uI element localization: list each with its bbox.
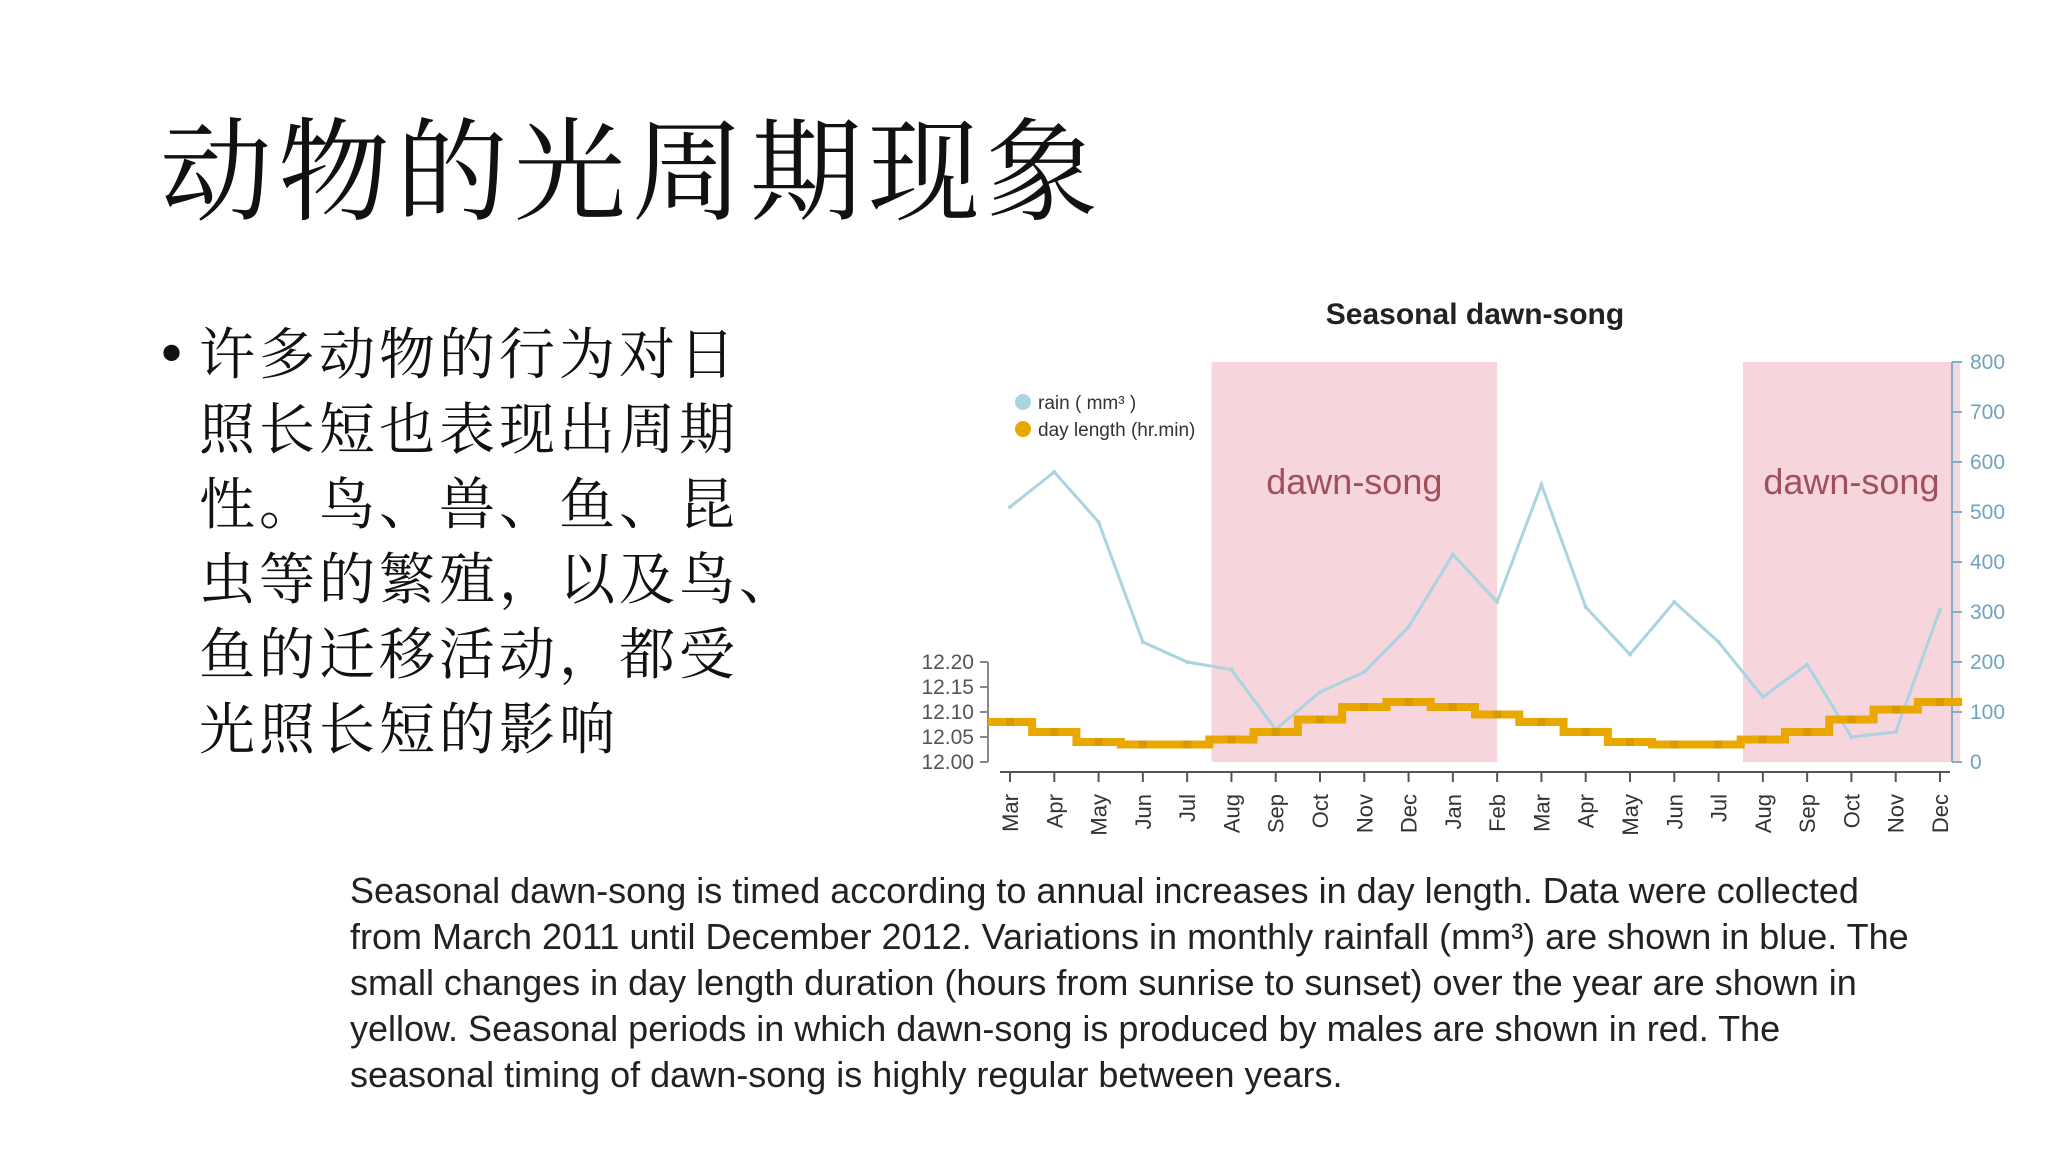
legend-day-length-label: day length (hr.min) [1038,420,1196,441]
day-length-data-point [1582,728,1590,736]
day-length-data-point [1936,698,1944,706]
legend-rain-label: rain ( mm³ ) [1038,393,1137,414]
bullet-block [155,318,875,768]
bullet-line: 照长短也表现出周期 [199,398,739,463]
day-length-data-point [1537,718,1545,726]
x-axis-tick-label: May [1618,794,1643,836]
day-length-data-point [1847,716,1855,724]
x-axis-tick-label: Nov [1352,794,1378,834]
x-axis-tick-label: Apr [1042,794,1068,829]
x-axis-tick-label: Feb [1485,794,1511,832]
right-axis-tick-label: 300 [1970,601,2006,624]
right-axis-tick-label: 700 [1970,401,2006,424]
x-axis-tick-label: Oct [1308,794,1333,829]
caption-line: Seasonal dawn-song is timed according to annual increases in day length. Data were collected [350,870,1859,911]
x-axis-tick-label: Apr [1573,794,1599,829]
rain-data-point [1495,600,1499,604]
right-axis-tick-label: 400 [1970,551,2006,574]
caption-line: yellow. Seasonal periods in which dawn-song is produced by males are shown in red. The [350,1008,1781,1049]
day-length-data-point [1670,741,1678,749]
rain-data-point [1008,505,1012,509]
rain-data-point [1185,660,1189,664]
bullet-dot-icon: • [155,323,193,388]
day-length-data-point [1272,728,1280,736]
x-axis-tick-label: Sep [1263,794,1289,834]
bullet-line: 虫等的繁殖，以及鸟、 [199,548,799,613]
caption-line: small changes in day length duration (hours from sunrise to sunset) over the year are shown in [350,962,1857,1003]
caption-line: from March 2011 until December 2012. Variations in monthly rainfall (mm³) are shown in blue. The [350,916,1909,957]
day-length-data-point [1405,698,1413,706]
day-length-data-point [1360,703,1368,711]
x-axis-tick-label: May [1086,794,1112,836]
rain-data-point [1584,605,1588,609]
bullet-line: 许多动物的行为对日 [199,323,739,388]
day-length-data-point [1227,736,1235,744]
right-axis-tick-label: 100 [1970,701,2006,724]
day-length-data-point [1139,741,1147,749]
x-axis-tick-label: Jul [1175,794,1201,823]
x-axis-tick-label: Jun [1662,794,1688,830]
left-axis-tick-label: 12.05 [921,726,974,749]
day-length-data-point [1626,738,1634,746]
legend-rain-marker [1015,394,1031,410]
bullet-line: 鱼的迁移活动，都受 [199,623,739,688]
rain-data-point [1938,608,1942,612]
right-axis-tick-label: 500 [1970,501,2006,524]
caption-line: seasonal timing of dawn-song is highly regular between years. [350,1054,1343,1095]
bullet-line: 性。鸟、兽、鱼、昆 [199,473,739,538]
rain-data-point [1672,600,1676,604]
rain-data-point [1097,520,1101,524]
chart-title: Seasonal dawn-song [1325,298,1625,331]
x-axis-tick-label: Mar [998,794,1023,832]
rain-data-point [1407,625,1411,629]
day-length-data-point [1892,706,1900,714]
rain-data-point [1805,663,1809,667]
rain-data-point [1628,653,1632,657]
right-axis-tick-label: 600 [1970,451,2006,474]
right-axis-tick-label: 200 [1970,651,2006,674]
x-axis-tick-label: Jun [1130,794,1156,830]
day-length-data-point [1759,736,1767,744]
x-axis-tick-label: Aug [1750,794,1776,834]
day-length-data-point [1493,711,1501,719]
day-length-data-point [1715,741,1723,749]
right-axis-tick-label: 800 [1970,351,2006,374]
left-axis-tick-label: 12.00 [921,751,974,774]
seasonal-dawn-song-chart [880,282,2006,862]
rain-data-point [1761,695,1765,699]
day-length-data-point [1095,738,1103,746]
x-axis-tick-label: Jan [1440,794,1466,830]
x-axis-tick-label: Dec [1396,794,1422,834]
x-axis-tick-label: Sep [1795,794,1821,834]
x-axis-tick-label: Nov [1883,794,1909,834]
figure-caption [350,868,2030,1098]
dawn-song-period-label: dawn-song [1763,461,1940,502]
rain-data-point [1141,640,1145,644]
x-axis-tick-label: Mar [1529,794,1555,832]
left-axis-tick-label: 12.15 [921,676,974,699]
rain-data-point [1451,553,1455,557]
rain-data-point [1229,668,1233,672]
day-length-data-point [1006,718,1014,726]
x-axis-tick-label: Aug [1219,794,1245,834]
day-length-data-point [1803,728,1811,736]
dawn-song-period-label: dawn-song [1266,461,1443,502]
bullet-text [199,318,875,768]
day-length-data-point [1449,703,1457,711]
rain-data-point [1894,730,1898,734]
x-axis-tick-label: Jul [1706,794,1732,823]
rain-data-point [1849,735,1853,739]
rain-data-point [1318,690,1322,694]
bullet-line: 光照长短的影响 [199,698,619,763]
slide-title: 动物的光周期现象 [160,108,1104,238]
rain-data-point [1539,483,1543,487]
left-axis-tick-label: 12.20 [921,651,974,674]
day-length-data-point [1316,716,1324,724]
day-length-data-point [1050,728,1058,736]
x-axis-tick-label: Oct [1839,794,1865,829]
x-axis-tick-label: Dec [1928,794,1953,834]
left-axis-tick-label: 12.10 [921,701,974,724]
rain-data-point [1717,640,1721,644]
legend-day-length-marker [1015,421,1031,437]
rain-data-point [1362,670,1366,674]
rain-data-point [1052,470,1056,474]
right-axis-tick-label: 0 [1970,751,1982,774]
day-length-data-point [1183,741,1191,749]
